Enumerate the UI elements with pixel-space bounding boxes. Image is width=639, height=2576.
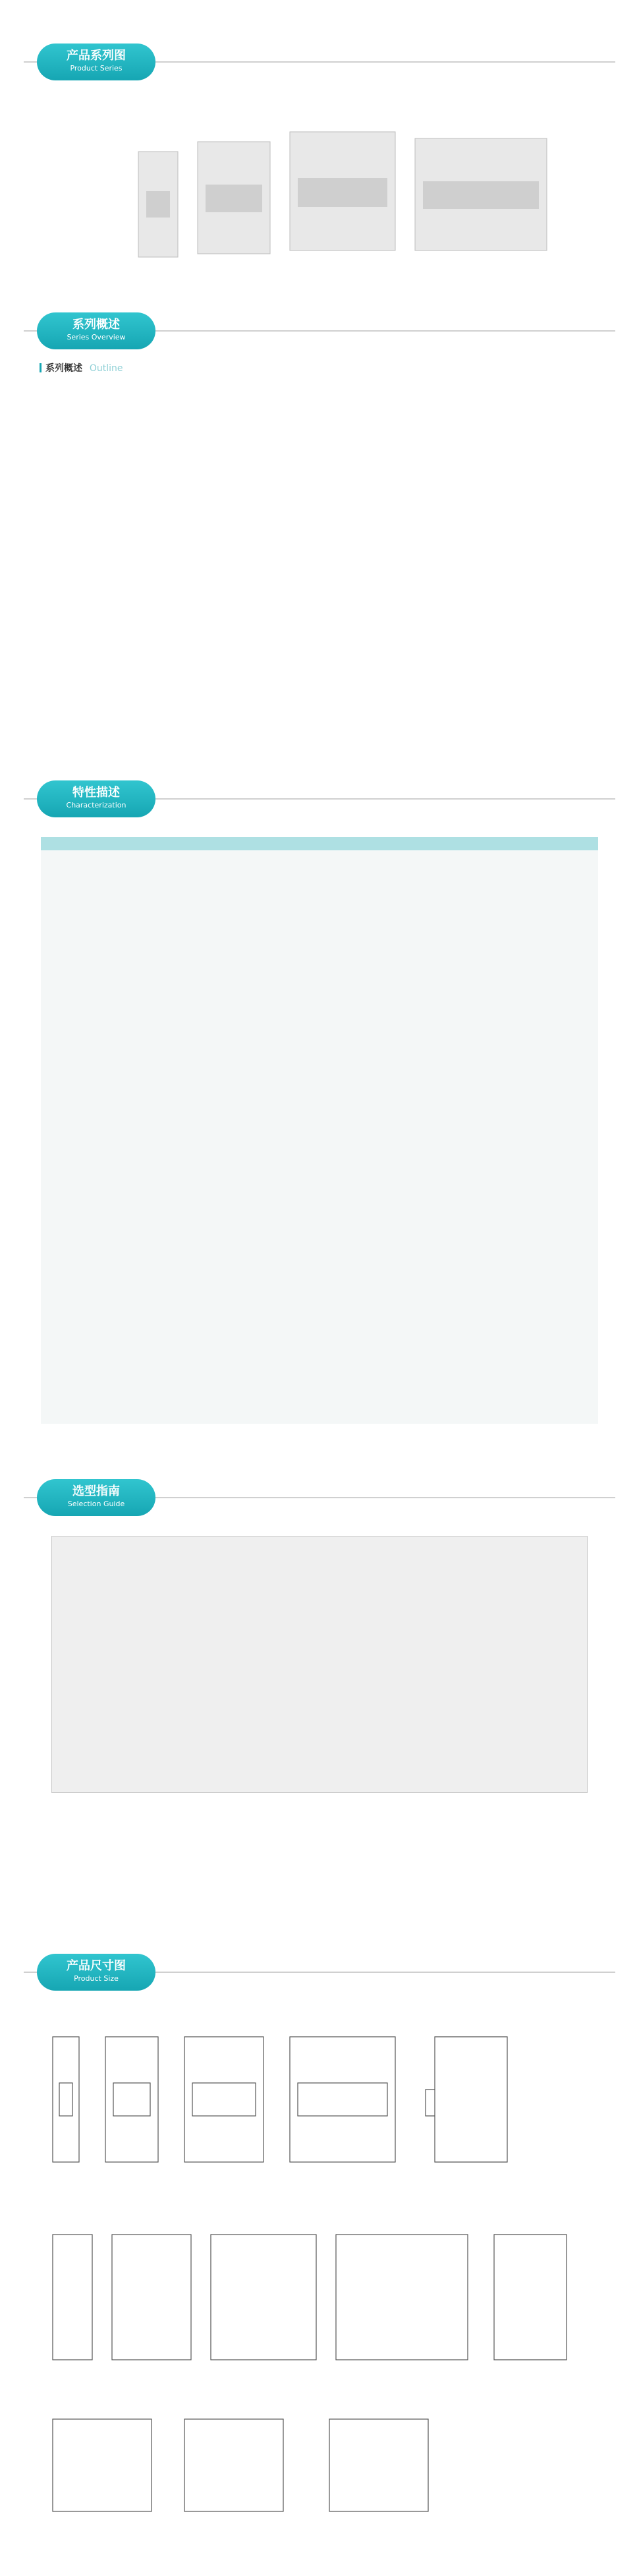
product-photo — [40, 112, 593, 264]
overview-text-region — [40, 389, 599, 758]
outline-2p — [105, 2037, 158, 2162]
outline-sp4-3 — [211, 2235, 316, 2360]
heading-marker — [40, 363, 42, 372]
series-overview-title: 系列概述 — [72, 318, 120, 332]
selection-guide-pill — [37, 1479, 155, 1516]
selection-guide-subtitle: Selection Guide — [67, 1500, 125, 1508]
outline-accessory-1 — [53, 2419, 152, 2511]
characterization-subtitle: Characterization — [66, 801, 126, 809]
product-size-banner — [24, 1951, 615, 1993]
characterization-title: 特性描述 — [72, 786, 120, 800]
outline-accessory-2 — [184, 2419, 283, 2511]
product-size-subtitle: Product Size — [74, 1974, 119, 1983]
breaker-2p — [198, 142, 270, 254]
outline-side-view — [426, 2037, 507, 2162]
outline-3p — [184, 2037, 264, 2162]
selection-guide-banner — [24, 1477, 615, 1519]
outline-1p — [53, 2037, 79, 2162]
outline-sp4-1 — [53, 2235, 92, 2360]
characterization-banner — [24, 778, 615, 820]
breaker-1p — [138, 152, 178, 257]
product-series-subtitle: Product Series — [70, 64, 123, 73]
outline-accessory-3 — [329, 2419, 428, 2511]
characteristics-table — [41, 837, 598, 1424]
product-series-title: 产品系列图 — [67, 49, 126, 63]
selection-table — [51, 1536, 588, 1793]
breaker-4p — [415, 138, 547, 250]
characterization-pill — [37, 780, 155, 817]
overview-heading-en: Outline — [89, 363, 123, 374]
product-size-pill — [37, 1954, 155, 1991]
series-overview-subtitle: Series Overview — [67, 333, 126, 341]
outline-4p — [290, 2037, 395, 2162]
overview-heading-cn: 系列概述 — [45, 363, 82, 374]
dimension-drawings — [40, 2010, 599, 2538]
product-size-title: 产品尺寸图 — [67, 1959, 126, 1973]
series-overview-banner — [24, 310, 615, 352]
outline-sp4-4 — [336, 2235, 468, 2360]
selection-guide-title: 选型指南 — [72, 1484, 120, 1498]
overview-heading — [40, 361, 123, 374]
outline-sp4-2 — [112, 2235, 191, 2360]
outline-sp4-side — [494, 2235, 567, 2360]
series-overview-pill — [37, 312, 155, 349]
product-series-pill — [37, 44, 155, 80]
breaker-3p — [290, 132, 395, 250]
product-series-banner — [24, 41, 615, 83]
